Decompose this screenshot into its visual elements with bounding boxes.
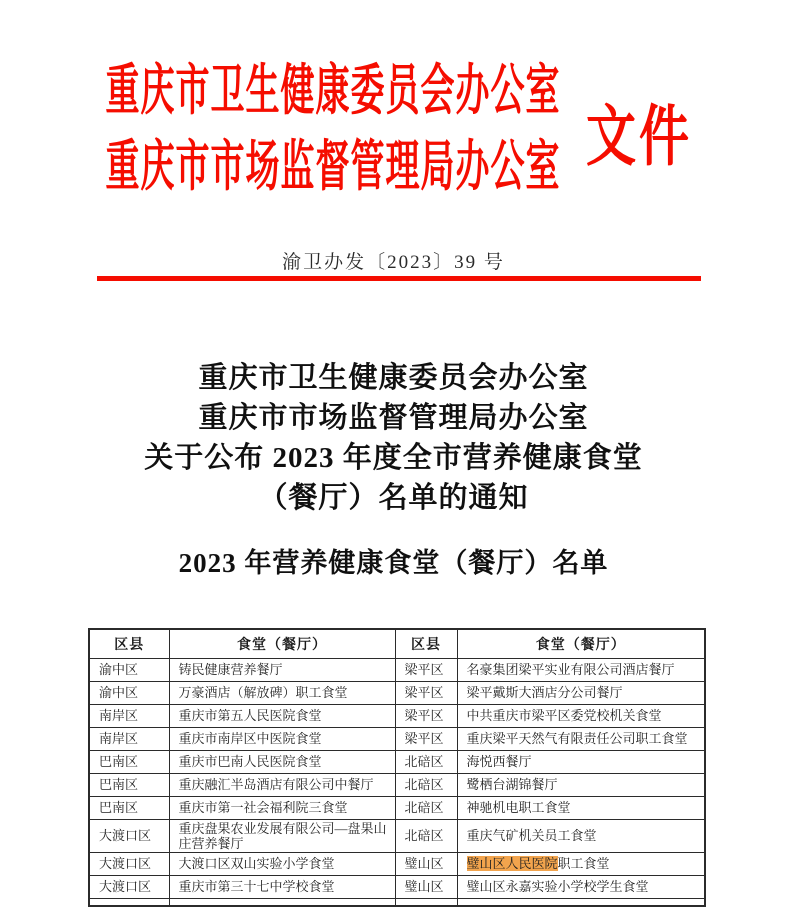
table-row <box>89 875 705 898</box>
notice-title-line-4: （餐厅）名单的通知 <box>258 482 529 514</box>
canteen-cell: 梁平戴斯大酒店分公司餐厅 <box>457 681 705 704</box>
canteen-cell: 重庆市第五人民医院食堂 <box>169 704 395 727</box>
canteen-cell: 万豪酒店（解放碑）职工食堂 <box>169 681 395 704</box>
canteen-cell: 中共重庆市梁平区委党校机关食堂 <box>457 704 705 727</box>
district-cell: 巴南区 <box>89 773 169 796</box>
table-row <box>89 852 705 875</box>
table-row <box>89 704 705 727</box>
district-cell: 梁平区 <box>395 727 457 750</box>
district-cell: 大渡口区 <box>89 819 169 852</box>
canteen-cell: 重庆梁平天然气有限责任公司职工食堂 <box>457 727 705 750</box>
canteen-cell: 重庆气矿机关员工食堂 <box>457 819 705 852</box>
header-canteen-right: 食堂（餐厅） <box>457 629 705 658</box>
letterhead-agency-line-2 <box>97 123 569 199</box>
district-cell: 渝中区 <box>89 658 169 681</box>
letterhead-agency-line-1 <box>97 47 569 123</box>
notice-title-line-1: 重庆市卫生健康委员会办公室 <box>198 362 589 394</box>
list-title: 2023 年营养健康食堂（餐厅）名单 <box>178 548 609 578</box>
district-cell: 北碚区 <box>395 819 457 852</box>
canteen-cell: 璧山区永嘉实验小学校学生食堂 <box>457 875 705 898</box>
red-divider-line <box>97 276 701 281</box>
canteen-cell: 海悦西餐厅 <box>457 750 705 773</box>
canteen-cell: 重庆市南岸区中医院食堂 <box>169 727 395 750</box>
table-header-row <box>89 629 705 658</box>
district-cell: 梁平区 <box>395 658 457 681</box>
district-cell: 大渡口区 <box>89 852 169 875</box>
canteen-cell: 璧山区人民医院职工食堂 <box>457 852 705 875</box>
notice-title-line-2: 重庆市市场监督管理局办公室 <box>198 402 589 434</box>
canteen-cell: 重庆融汇半岛酒店有限公司中餐厅 <box>169 773 395 796</box>
district-cell: 梁平区 <box>395 681 457 704</box>
canteen-cell: 名豪集团梁平实业有限公司酒店餐厅 <box>457 658 705 681</box>
canteen-table-body <box>89 658 705 906</box>
canteen-cell: 鹭栖台湖锦餐厅 <box>457 773 705 796</box>
canteen-table <box>88 628 706 907</box>
table-row <box>89 773 705 796</box>
canteen-cell <box>457 898 705 906</box>
canteen-cell: 重庆市巴南人民医院食堂 <box>169 750 395 773</box>
district-cell: 北碚区 <box>395 796 457 819</box>
highlighted-text: 璧山区人民医院 <box>466 856 558 871</box>
letterhead-document-word: 文件 <box>586 99 692 174</box>
table-row <box>89 796 705 819</box>
table-row-partial <box>89 898 705 906</box>
canteen-cell: 神驰机电职工食堂 <box>457 796 705 819</box>
canteen-table-header <box>89 629 705 658</box>
district-cell: 北碚区 <box>395 773 457 796</box>
table-row <box>89 727 705 750</box>
district-cell: 巴南区 <box>89 750 169 773</box>
district-cell: 璧山区 <box>395 875 457 898</box>
district-cell: 巴南区 <box>89 796 169 819</box>
canteen-cell: 重庆盘果农业发展有限公司—盘果山庄营养餐厅 <box>169 819 395 852</box>
notice-title-line-3: 关于公布 2023 年度全市营养健康食堂 <box>144 442 643 474</box>
district-cell: 南岸区 <box>89 704 169 727</box>
canteen-cell: 重庆市第三十七中学校食堂 <box>169 875 395 898</box>
district-cell: 渝中区 <box>89 681 169 704</box>
table-row <box>89 681 705 704</box>
table-row <box>89 819 705 852</box>
header-district-left: 区县 <box>89 629 169 658</box>
header-district-right: 区县 <box>395 629 457 658</box>
district-cell: 北碚区 <box>395 750 457 773</box>
district-cell: 梁平区 <box>395 704 457 727</box>
canteen-cell: 铸民健康营养餐厅 <box>169 658 395 681</box>
canteen-cell: 大渡口区双山实验小学食堂 <box>169 852 395 875</box>
district-cell <box>89 898 169 906</box>
document-number: 渝卫办发〔2023〕39 号 <box>282 252 505 273</box>
district-cell: 南岸区 <box>89 727 169 750</box>
district-cell: 璧山区 <box>395 852 457 875</box>
notice-title <box>0 358 787 518</box>
table-row <box>89 658 705 681</box>
letterhead-agency-2-text: 重庆市市场监督管理局办公室 <box>105 137 561 198</box>
header-canteen-left: 食堂（餐厅） <box>169 629 395 658</box>
district-cell: 大渡口区 <box>89 875 169 898</box>
canteen-cell: 重庆市第一社会福利院三食堂 <box>169 796 395 819</box>
canteen-cell <box>169 898 395 906</box>
letterhead-agency-1-text: 重庆市卫生健康委员会办公室 <box>105 61 561 122</box>
district-cell <box>395 898 457 906</box>
letterhead <box>97 47 569 199</box>
table-row <box>89 750 705 773</box>
